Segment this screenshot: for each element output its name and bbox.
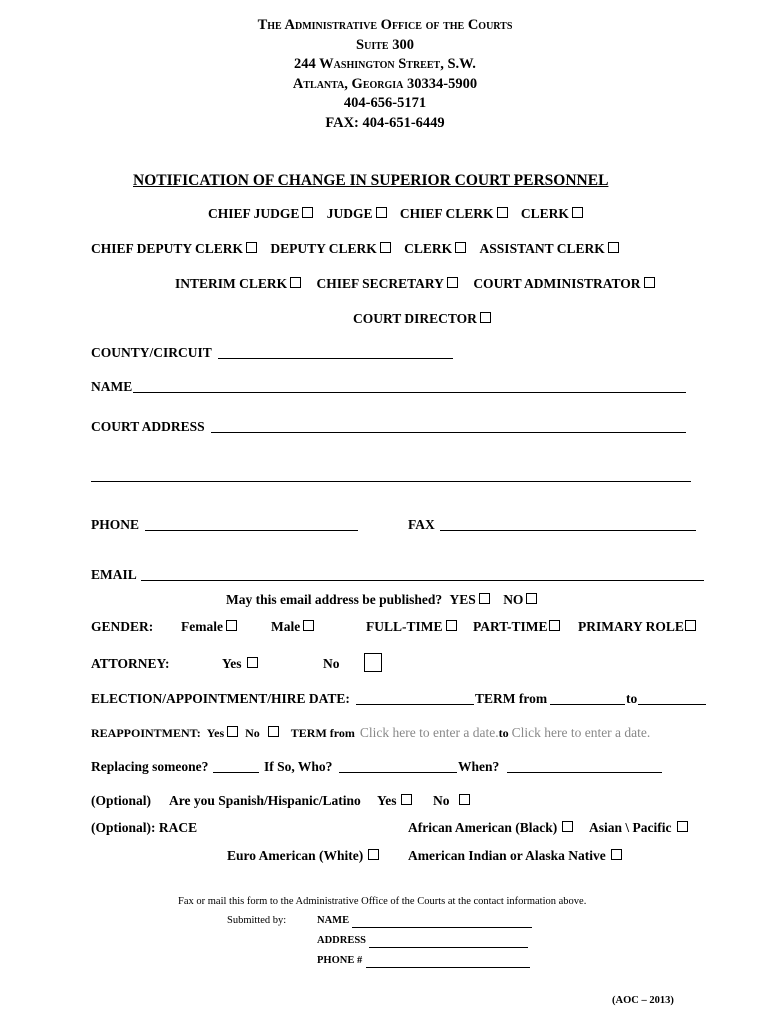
court-director-checkbox[interactable] xyxy=(480,312,491,323)
female-checkbox[interactable] xyxy=(226,620,237,631)
court-director-option[interactable] xyxy=(353,311,491,327)
chief-deputy-clerk-checkbox[interactable] xyxy=(246,242,257,253)
fax-field[interactable] xyxy=(440,530,696,531)
email-publish-row xyxy=(226,592,537,608)
attorney-no-checkbox[interactable] xyxy=(364,653,382,672)
court-administrator-option[interactable] xyxy=(473,276,654,291)
attorney-yes-checkbox[interactable] xyxy=(247,657,258,668)
deputy-clerk-label: DEPUTY CLERK xyxy=(270,241,377,256)
position-row-3 xyxy=(175,276,655,292)
reappointment-yes-label: Yes xyxy=(206,726,225,740)
clerk-option[interactable] xyxy=(521,206,583,221)
reappointment-no-label: No xyxy=(245,726,260,740)
email-publish-question: May this email address be published? xyxy=(226,592,443,607)
reappointment-row xyxy=(91,725,650,741)
form-code: (AOC – 2013) xyxy=(612,995,674,1006)
part-time-option[interactable] xyxy=(473,619,560,635)
reappointment-end-date-picker[interactable]: Click here to enter a date. xyxy=(511,725,651,740)
county-circuit-field[interactable] xyxy=(218,358,453,359)
election-term-from-label: TERM from xyxy=(475,691,548,706)
female-label: Female xyxy=(181,619,223,634)
ethnicity-yes-option[interactable] xyxy=(377,793,412,809)
replacing-who-field[interactable] xyxy=(339,772,457,773)
county-circuit-label: COUNTY/CIRCUIT xyxy=(91,345,212,360)
agency-suite: Suite 300 xyxy=(356,37,414,53)
court-administrator-checkbox[interactable] xyxy=(644,277,655,288)
race-asian-pacific-checkbox[interactable] xyxy=(677,821,688,832)
clerk-checkbox[interactable] xyxy=(572,207,583,218)
reappointment-to-label: to xyxy=(498,726,509,740)
chief-judge-label: CHIEF JUDGE xyxy=(208,206,300,221)
race-asian-pacific-option[interactable] xyxy=(589,820,688,836)
court-address-line-2[interactable] xyxy=(91,481,691,482)
election-date-field[interactable] xyxy=(356,704,474,705)
submitted-by-label: Submitted by: xyxy=(227,915,287,926)
race-african-american-checkbox[interactable] xyxy=(562,821,573,832)
chief-deputy-clerk-label: CHIEF DEPUTY CLERK xyxy=(91,241,244,256)
court-director-label: COURT DIRECTOR xyxy=(353,311,477,326)
submitter-address-label: ADDRESS xyxy=(317,935,367,946)
replacing-field[interactable] xyxy=(213,772,259,773)
deputy-clerk-option[interactable] xyxy=(270,241,390,256)
primary-role-label: PRIMARY ROLE xyxy=(578,619,684,634)
part-time-label: PART-TIME xyxy=(473,619,548,634)
reappointment-no-checkbox[interactable] xyxy=(268,726,279,737)
chief-judge-checkbox[interactable] xyxy=(302,207,313,218)
phone-field[interactable] xyxy=(145,530,358,531)
interim-clerk-checkbox[interactable] xyxy=(290,277,301,288)
reappointment-term-from-label: TERM from xyxy=(290,726,355,740)
race-euro-american-label: Euro American (White) xyxy=(227,848,364,863)
attorney-label: ATTORNEY: xyxy=(91,656,170,671)
race-african-american-option[interactable] xyxy=(408,820,573,836)
reappointment-yes-checkbox[interactable] xyxy=(227,726,238,737)
email-publish-yes-label: YES xyxy=(449,592,476,607)
election-to-label: to xyxy=(626,691,638,706)
court-address-label: COURT ADDRESS xyxy=(91,419,205,434)
race-asian-pacific-label: Asian \ Pacific xyxy=(589,820,672,835)
reappointment-start-date-picker[interactable]: Click here to enter a date. xyxy=(359,725,499,740)
race-euro-american-checkbox[interactable] xyxy=(368,849,379,860)
clerk-2-label: CLERK xyxy=(404,241,453,256)
gender-label: GENDER: xyxy=(91,619,154,634)
submission-instructions: Fax or mail this form to the Administrative Office of the Courts at the contact information above. xyxy=(178,896,587,907)
submitter-phone-label: PHONE # xyxy=(317,955,363,966)
name-label: NAME xyxy=(91,379,133,394)
assistant-clerk-option[interactable] xyxy=(480,241,619,256)
email-publish-yes-checkbox[interactable] xyxy=(479,593,490,604)
name-field[interactable] xyxy=(133,392,686,393)
race-label: (Optional): RACE xyxy=(91,820,198,835)
replacing-label: Replacing someone? xyxy=(91,759,209,774)
ethnicity-optional-label: (Optional) xyxy=(91,793,152,808)
interim-clerk-option[interactable] xyxy=(175,276,301,291)
female-option[interactable] xyxy=(181,619,237,635)
chief-clerk-option[interactable] xyxy=(400,206,508,221)
court-address-field[interactable] xyxy=(211,432,686,433)
assistant-clerk-label: ASSISTANT CLERK xyxy=(479,241,605,256)
ethnicity-question: Are you Spanish/Hispanic/Latino xyxy=(169,793,361,808)
chief-deputy-clerk-option[interactable] xyxy=(91,241,257,256)
agency-city: Atlanta, Georgia 30334-5900 xyxy=(292,76,478,92)
clerk-2-checkbox[interactable] xyxy=(455,242,466,253)
chief-secretary-label: CHIEF SECRETARY xyxy=(316,276,444,291)
part-time-checkbox[interactable] xyxy=(549,620,560,631)
race-american-indian-option[interactable] xyxy=(408,848,622,864)
position-row-2 xyxy=(91,241,619,257)
judge-label: JUDGE xyxy=(326,206,373,221)
race-american-indian-checkbox[interactable] xyxy=(611,849,622,860)
clerk-2-option[interactable] xyxy=(404,241,466,256)
interim-clerk-label: INTERIM CLERK xyxy=(175,276,288,291)
agency-fax: FAX: 404-651-6449 xyxy=(325,115,445,131)
submitter-name-label: NAME xyxy=(317,915,350,926)
email-publish-no-checkbox[interactable] xyxy=(526,593,537,604)
ethnicity-no-label: No xyxy=(433,793,450,808)
reappointment-label: REAPPOINTMENT: xyxy=(91,726,201,740)
email-label: EMAIL xyxy=(91,567,137,582)
male-checkbox[interactable] xyxy=(303,620,314,631)
court-administrator-label: COURT ADMINISTRATOR xyxy=(473,276,641,291)
ethnicity-yes-label: Yes xyxy=(377,793,397,808)
form-title: NOTIFICATION OF CHANGE IN SUPERIOR COURT PERSONNEL xyxy=(133,172,609,189)
attorney-yes-label: Yes xyxy=(222,656,242,671)
chief-secretary-checkbox[interactable] xyxy=(447,277,458,288)
replacing-who-label: If So, Who? xyxy=(264,759,333,774)
ethnicity-yes-checkbox[interactable] xyxy=(401,794,412,805)
election-date-label: ELECTION/APPOINTMENT/HIRE DATE: xyxy=(91,691,350,706)
chief-clerk-checkbox[interactable] xyxy=(497,207,508,218)
judge-option[interactable] xyxy=(327,206,387,221)
assistant-clerk-checkbox[interactable] xyxy=(608,242,619,253)
submitter-phone-field[interactable] xyxy=(366,967,530,968)
election-term-to-field[interactable] xyxy=(638,704,706,705)
submitter-name-field[interactable] xyxy=(352,927,532,928)
attorney-no-label: No xyxy=(323,656,340,671)
deputy-clerk-checkbox[interactable] xyxy=(380,242,391,253)
chief-clerk-label: CHIEF CLERK xyxy=(399,206,494,221)
election-term-from-field[interactable] xyxy=(550,704,625,705)
position-row-1 xyxy=(208,206,583,222)
full-time-checkbox[interactable] xyxy=(446,620,457,631)
judge-checkbox[interactable] xyxy=(376,207,387,218)
agency-street: 244 Washington Street, S.W. xyxy=(294,56,476,72)
male-label: Male xyxy=(271,619,301,634)
race-american-indian-label: American Indian or Alaska Native xyxy=(408,848,606,863)
agency-phone: 404-656-5171 xyxy=(343,95,427,111)
race-african-american-label: African American (Black) xyxy=(408,820,558,835)
email-publish-no-label: NO xyxy=(503,592,524,607)
phone-label: PHONE xyxy=(91,517,140,532)
email-field[interactable] xyxy=(141,580,704,581)
replacing-when-label: When? xyxy=(458,759,500,774)
chief-secretary-option[interactable] xyxy=(317,276,458,291)
submitter-address-field[interactable] xyxy=(369,947,528,948)
ethnicity-no-checkbox[interactable] xyxy=(459,794,470,805)
replacing-when-field[interactable] xyxy=(507,772,662,773)
race-euro-american-option[interactable] xyxy=(227,848,379,864)
primary-role-checkbox[interactable] xyxy=(685,620,696,631)
male-option[interactable] xyxy=(271,619,314,635)
agency-name: The Administrative Office of the Courts xyxy=(257,17,513,33)
primary-role-option[interactable] xyxy=(578,619,696,635)
fax-label: FAX xyxy=(408,517,435,532)
attorney-yes-option[interactable] xyxy=(222,656,258,672)
ethnicity-no-option[interactable] xyxy=(433,793,470,809)
clerk-label: CLERK xyxy=(520,206,569,221)
full-time-label: FULL-TIME xyxy=(366,619,443,634)
chief-judge-option[interactable] xyxy=(208,206,313,221)
full-time-option[interactable] xyxy=(366,619,457,635)
